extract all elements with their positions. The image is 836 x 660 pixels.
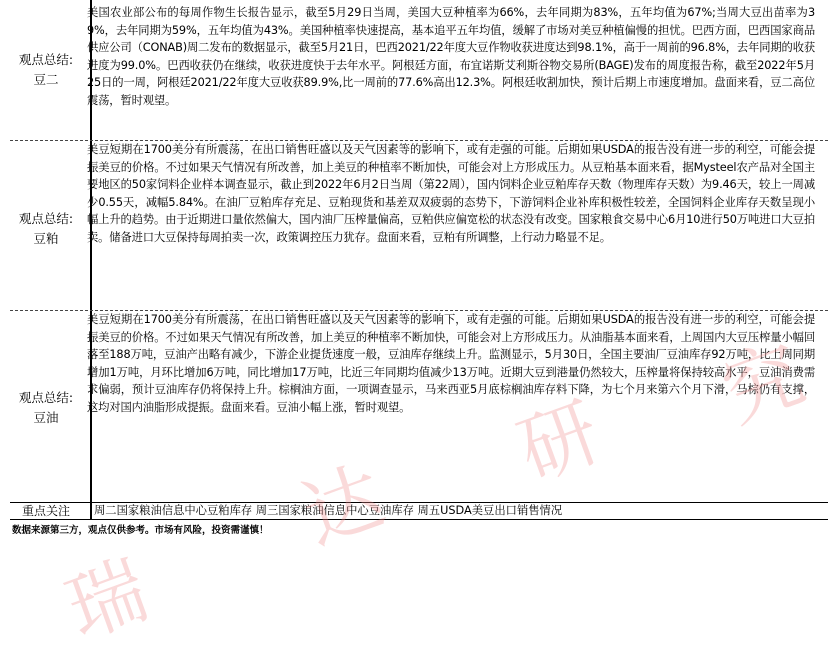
row-soybean-no2: [6, 0, 830, 140]
row-summary-text: 美豆短期在1700美分有所震荡，在出口销售旺盛以及天气因素等的影响下，或有走强的可能。后期如果USDA的报告没有进一步的利空，可能会提振美豆的价格。不过如果天气情况有所改善，加上美豆的种植率不断加快，可能会对上方形成压力。从油脂基本面来看，上周国内大豆压榨量小幅回落至188万吨，豆油产出略有减少，下游企业提货速度一般，豆油库存继续上升。监测显示，5月30日，全国主要油厂豆油库存92万吨，比上周同期增加1万吨，月环比增加6万吨，同比增加17万吨，比近三年同期均值减少13万吨。近期大豆到港量仍然较大，压榨量将保持较高水平，豆油消费需求偏弱，预计豆油库存仍将保持上升。棕榈油方面，一项调查显示，马来西亚5月底棕榈油库存料下降，为七个月来第六个月下滑，马棕仍有支撑，这均对国内油脂形成提振。盘面来看。豆油小幅上涨，暂时观望。: [87, 313, 815, 414]
watermark-char: 达: [291, 450, 396, 563]
watermark-char: 研: [507, 386, 612, 499]
focus-text: 周二国家粮油信息中心豆粕库存 周三国家粮油信息中心豆油库存 周五USDA美豆出口销售情况: [94, 504, 563, 517]
row-label: 观点总结: 豆油: [18, 390, 74, 425]
disclaimer-text: 数据来源第三方，观点仅供参考。市场有风险，投资需谨慎！: [12, 525, 269, 536]
row-summary-text: 美国农业部公布的每周作物生长报告显示，截至5月29日当周，美国大豆种植率为66%，去年同期为83%，五年均值为67%;当周大豆出苗率为39%，去年同期为59%，五年均值为43%。美国种植率快速提高，基本追平五年均值，缓解了市场对美豆种植偏慢的担忧。巴西方面，巴西国家商品供应公司（CONAB)周二发布的数据显示，截至5月21日，巴西2021/22年度大豆作物收获进度达到98.1%，高于一周前的96.8%，去年同期的收获进度为99.0%。巴西收获仍在继续，收获进度快于去年水平。阿根廷方面，布宜诺斯艾利斯谷物交易所(BAGE)发布的周度报告称，截至2022年5月25日的一周，阿根廷2021/22年度大豆收获89.9%,比一周前的77.6%高出12.3%。阿根廷收割加快，预计后期上市速度增加。盘面来看，豆二高位震荡，暂时观望。: [87, 6, 815, 107]
focus-label: 重点关注: [21, 504, 70, 518]
report-sheet: [6, 0, 830, 540]
row-soybean-oil: [6, 311, 830, 501]
watermark-char: 瑞: [55, 544, 160, 657]
focus-bottom-border: [10, 519, 828, 520]
watermark-char: 究: [711, 328, 816, 441]
row-label: 观点总结: 豆粕: [18, 211, 74, 246]
row-summary-text: 美豆短期在1700美分有所震荡，在出口销售旺盛以及天气因素等的影响下，或有走强的可能。后期如果USDA的报告没有进一步的利空，可能会提振美豆的价格。不过如果天气情况有所改善，加上美豆的种植率不断加快，可能会对上方形成压力。从豆粕基本面来看，据Mysteel农产品对全国主要地区的50家饲料企业样本调查显示，截止到2022年6月2日当周（第22周），国内饲料企业豆粕库存天数（物理库存天数）为9.46天，较上一周减少0.55天，减幅5.84%。在油厂豆粕库存充足、豆粕现货和基差双双疲弱的态势下，下游饲料企业补库积极性较差，全国饲料企业库存天数呈现小幅上升的趋势。由于近期进口量依然偏大，国内油厂压榨量偏高，豆粕供应偏宽松的状态没有改变。国家粮食交易中心6月10进行50万吨进口大豆拍卖。储备进口大豆保持每周拍卖一次，政策调控压力犹存。盘面来看，豆粕有所调整，上行动力略显不足。: [87, 143, 815, 244]
row-label: 观点总结: 豆二: [18, 52, 74, 87]
row-soybean-meal: [6, 141, 830, 309]
